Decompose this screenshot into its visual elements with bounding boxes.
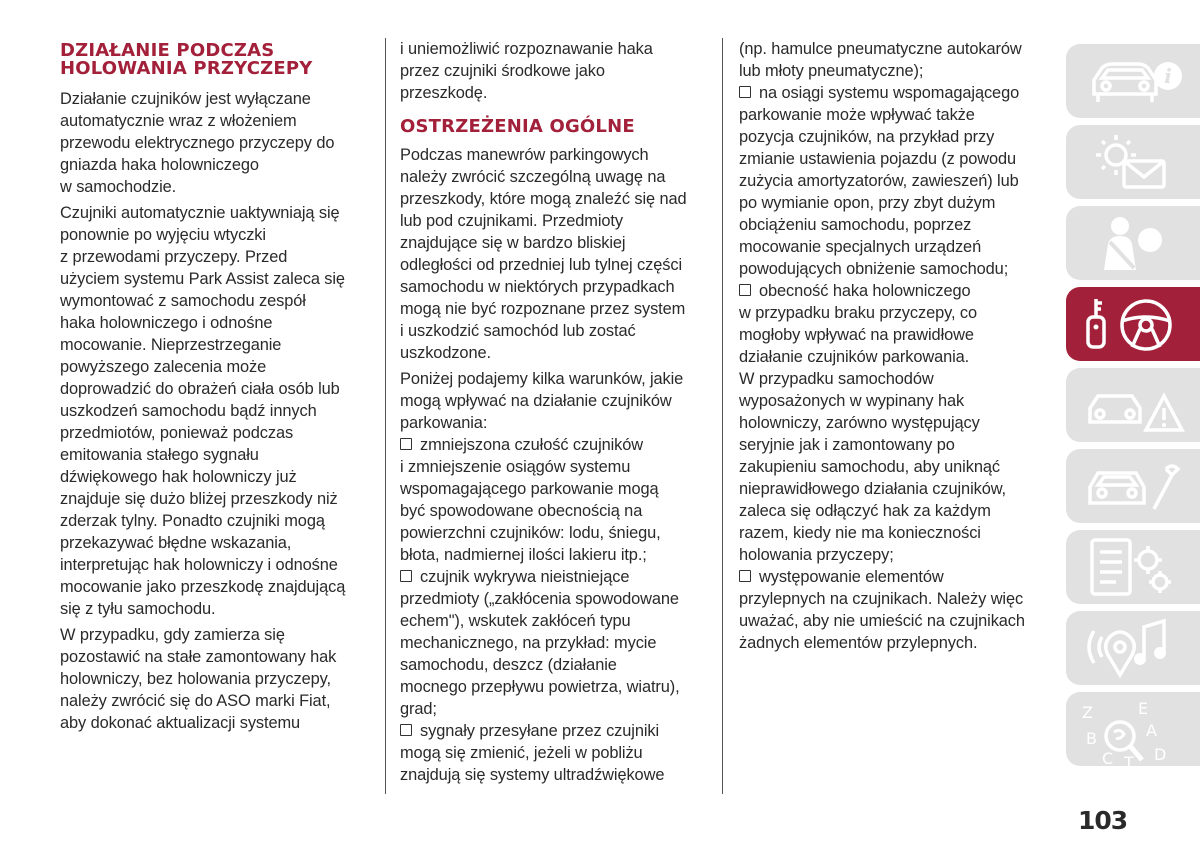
tab-warnings[interactable]	[1066, 125, 1200, 199]
text-line: należy zwrócić się do ASO marki Fiat,	[60, 692, 331, 710]
text-line: i uniemożliwić rozpoznawanie haka	[400, 40, 653, 58]
text-line: lub pod czujnikami. Przedmioty	[400, 212, 623, 230]
text-line: zużycia amortyzatorów, zawieszeń) lub	[739, 172, 1019, 190]
text-line: zaleca się odłączyć hak za każdym	[739, 502, 991, 520]
car-info-icon	[1080, 50, 1190, 112]
index-letter: E	[1138, 699, 1149, 718]
tab-starting-driving[interactable]	[1066, 287, 1200, 361]
alphabet-index-icon	[1080, 698, 1190, 772]
text-line: mogą się zmienić, jeżeli w pobliżu	[400, 744, 643, 762]
text-line: samochodu w niektórych przypadkach	[400, 278, 675, 296]
text-line: sygnały przesyłane przez czujniki	[420, 722, 660, 740]
text-line: parkowania:	[400, 414, 488, 432]
bullet-item	[739, 280, 1051, 566]
text-line: na osiągi systemu wspomagającego	[759, 84, 1020, 102]
text-line: zmniejszona czułość czujników	[420, 436, 644, 454]
text-line: Poniżej podajemy kilka warunków, jakie	[400, 370, 684, 388]
index-letter: Z	[1082, 703, 1093, 722]
text-line: interpretując hak holowniczy i odnośne	[60, 556, 338, 574]
tab-safety[interactable]	[1066, 206, 1200, 280]
text-line: mocnego przepływu powietrza, wiatru),	[400, 678, 680, 696]
text-line: mocowanie jako przeszkodę znajdującą	[60, 578, 346, 596]
tab-dashboard[interactable]	[1066, 44, 1200, 118]
text-line: holowniczy, bez holowania przyczepy,	[60, 670, 331, 688]
column-divider-2	[722, 38, 723, 794]
list-gears-icon	[1080, 536, 1190, 598]
text-line: (np. hamulce pneumatyczne autokarów	[739, 40, 1022, 58]
checkbox-bullet-icon	[400, 438, 412, 450]
text-line: wymontować z samochodu zespół	[60, 292, 306, 310]
text-line: Podczas manewrów parkingowych	[400, 146, 649, 164]
text-line: przez czujniki środkowe jako	[400, 62, 605, 80]
text-line: uszkodzeń samochodu bądź innych	[60, 402, 317, 420]
key-steering-wheel-icon	[1080, 293, 1190, 355]
text-line: dźwiękowego hak holowniczy już	[60, 468, 297, 486]
page-number: 103	[1078, 806, 1128, 835]
column-3	[739, 38, 1051, 654]
text-line: przedmioty („zakłócenia spowodowane	[400, 590, 679, 608]
text-line: przeszkodę.	[400, 84, 488, 102]
bullet-item	[739, 82, 1051, 280]
svg-text:i: i	[1164, 64, 1172, 88]
text-line: znajdujące się w bardzo bliskiej	[400, 234, 626, 252]
section-heading-towing	[60, 42, 372, 78]
text-line: czujnik wykrywa nieistniejące	[420, 568, 630, 586]
text-line: powierzchni czujników: lodu, śniegu,	[400, 524, 661, 542]
text-line: pozostawić na stałe zamontowany hak	[60, 648, 337, 666]
text-line: pozycja czujników, na przykład przy	[739, 128, 995, 146]
text-line: gniazda haka holowniczego	[60, 156, 259, 174]
text-line: holowniczy, zarówno występujący	[739, 414, 980, 432]
tab-emergency[interactable]	[1066, 368, 1200, 442]
text-line: się z tyłu samochodu.	[60, 600, 216, 618]
text-line: znajdują się systemy ultradźwiękowe	[400, 766, 665, 784]
text-line: grad;	[400, 700, 437, 718]
text-line: zderzak tylny. Ponadto czujniki mogą	[60, 512, 325, 530]
bullet-item	[400, 566, 712, 720]
text-line: i zmniejszenie osiągów systemu	[400, 458, 631, 476]
bullet-item	[400, 720, 712, 786]
text-line: seryjnie jak i zamontowany po	[739, 436, 955, 454]
text-line: mogą nie być rozpoznane przez system	[400, 300, 686, 318]
text-line: nieprawidłowego działania czujników,	[739, 480, 1007, 498]
text-line: parkowanie może wpływać także	[739, 106, 975, 124]
text-line: W przypadku samochodów	[739, 370, 934, 388]
text-line: automatycznie wraz z włożeniem	[60, 112, 297, 130]
text-line: błota, nadmiernej ilości lakieru itp.;	[400, 546, 647, 564]
text-line: być spowodowane obecnością na	[400, 502, 643, 520]
text-line: wyposażonych w wypinany hak	[739, 392, 965, 410]
text-line: DZIAŁANIE PODCZAS	[60, 40, 275, 61]
text-line: obciążeniu samochodu, poprzez	[739, 216, 972, 234]
section-heading-general-warnings: OSTRZEŻENIA OGÓLNE	[400, 116, 635, 137]
text-line: haka holowniczego i odnośne	[60, 314, 273, 332]
text-line: uszkodzone.	[400, 344, 491, 362]
bullet-item	[739, 566, 1051, 654]
checkbox-bullet-icon	[739, 570, 751, 582]
text-line: ponownie po wyjęciu wtyczki	[60, 226, 266, 244]
text-line: przedmiotów, ponieważ podczas	[60, 424, 294, 442]
checkbox-bullet-icon	[739, 284, 751, 296]
text-line: zmianie ustawienia pojazdu (z powodu	[739, 150, 1017, 168]
text-line: działanie czujników parkowania.	[739, 348, 970, 366]
tab-index[interactable]	[1066, 692, 1200, 772]
tab-multimedia[interactable]	[1066, 611, 1200, 685]
paragraph	[400, 144, 712, 364]
car-wrench-icon	[1080, 455, 1190, 517]
text-line: aby dokonać aktualizacji systemu	[60, 714, 301, 732]
tab-technical-data[interactable]	[1066, 530, 1200, 604]
text-line: należy zwrócić szczególną uwagę na	[400, 168, 666, 186]
index-letter: D	[1154, 745, 1167, 764]
paragraph	[60, 88, 372, 198]
text-line: mechanicznego, na przykład: mycie	[400, 634, 657, 652]
tab-maintenance[interactable]	[1066, 449, 1200, 523]
text-line: HOLOWANIA PRZYCZEPY	[60, 58, 313, 79]
text-line: razem, kiedy nie ma konieczności	[739, 524, 981, 542]
text-line: użyciem systemu Park Assist zaleca się	[60, 270, 345, 288]
text-line: zakupieniu samochodu, aby uniknąć	[739, 458, 1000, 476]
text-line: żadnych elementów przylepnych.	[739, 634, 978, 652]
text-line: i uszkodzić samochód lub zostać	[400, 322, 636, 340]
text-line: holowania przyczepy;	[739, 546, 894, 564]
paragraph	[60, 202, 372, 620]
index-letter: C	[1102, 749, 1114, 768]
paragraph	[400, 38, 712, 104]
column-1	[60, 38, 372, 738]
text-line: mocowanie. Nieprzestrzeganie	[60, 336, 282, 354]
text-line: wspomagającego parkowanie mogą	[400, 480, 659, 498]
text-line: występowanie elementów	[759, 568, 944, 586]
text-line: w przypadku braku przyczepy, co	[739, 304, 978, 322]
column-divider-1	[385, 38, 386, 794]
text-line: mogą wpływać na działanie czujników	[400, 392, 672, 410]
bullet-item	[400, 434, 712, 566]
text-line: emitowania stałego sygnału	[60, 446, 259, 464]
paragraph	[739, 38, 1051, 82]
text-line: obecność haka holowniczego	[759, 282, 971, 300]
text-line: przewodu elektrycznego przyczepy do	[60, 134, 335, 152]
text-line: uważać, aby nie umieścić na czujnikach	[739, 612, 1025, 630]
column-2	[400, 38, 712, 786]
text-line: doprowadzić do obrażeń ciała osób lub	[60, 380, 340, 398]
warning-light-envelope-icon	[1080, 131, 1190, 193]
checkbox-bullet-icon	[400, 724, 412, 736]
text-line: po wymianie opon, przy zbyt dużym	[739, 194, 996, 212]
text-line: echem"), wskutek zakłóceń typu	[400, 612, 631, 630]
text-line: W przypadku, gdy zamierza się	[60, 626, 285, 644]
text-line: powodujących obniżenie samochodu;	[739, 260, 1009, 278]
text-line: Działanie czujników jest wyłączane	[60, 90, 311, 108]
index-letter: A	[1146, 721, 1157, 740]
checkbox-bullet-icon	[400, 570, 412, 582]
index-letter: T	[1124, 753, 1134, 772]
multimedia-navigation-icon	[1080, 617, 1190, 679]
text-line: z przewodami przyczepy. Przed	[60, 248, 288, 266]
index-letter: B	[1086, 729, 1097, 748]
paragraph	[60, 624, 372, 734]
text-line: mocowanie specjalnych urządzeń	[739, 238, 982, 256]
text-line: przylepnych na czujnikach. Należy więc	[739, 590, 1024, 608]
text-line: powyższego zalecenia może	[60, 358, 267, 376]
text-line: znajduje się dużo bliżej przeszkody niż	[60, 490, 338, 508]
text-line: przekazywać błędne wskazania,	[60, 534, 292, 552]
text-line: Czujniki automatycznie uaktywniają się	[60, 204, 340, 222]
text-line: odległości od przedniej lub tylnej części	[400, 256, 682, 274]
text-line: mogłoby wpływać na prawidłowe	[739, 326, 974, 344]
text-line: w samochodzie.	[60, 178, 177, 196]
text-line: samochodu, deszcz (działanie	[400, 656, 617, 674]
paragraph	[400, 368, 712, 434]
checkbox-bullet-icon	[739, 86, 751, 98]
car-warning-triangle-icon	[1080, 374, 1190, 436]
seatbelt-airbag-icon	[1080, 212, 1190, 274]
text-line: przeszkody, które mogą znaleźć się nad	[400, 190, 687, 208]
text-line: lub młoty pneumatyczne);	[739, 62, 924, 80]
